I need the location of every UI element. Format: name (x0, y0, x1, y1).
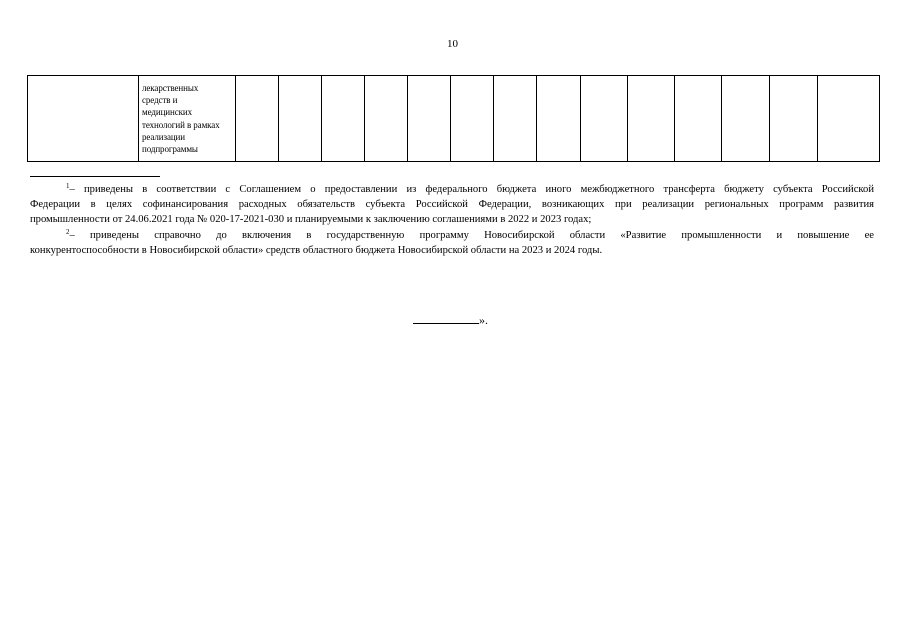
table-cell-empty (408, 76, 451, 162)
page-number: 10 (447, 38, 458, 50)
cell-text-line: подпрограммы (142, 144, 198, 155)
table-cell-empty (818, 76, 880, 162)
footnote-line: Федерации в целях софинансирования расходных обязательств субъекта Российской Федерации, возникающих при реализации региональных программ развития (30, 199, 874, 210)
table-cell-empty (675, 76, 722, 162)
table-row (28, 76, 880, 162)
footnote-line (30, 228, 874, 243)
footnote-text: – приведены справочно до включения в государственную программу Новосибирской области «Развитие промышленности и повышение ее (69, 230, 874, 241)
closing-quote: ». (479, 313, 488, 327)
footnote-marker: 2 (66, 228, 70, 236)
footnote-line (30, 182, 874, 197)
table-cell-description (139, 76, 236, 162)
continuation-table (27, 75, 880, 162)
table-cell-empty (451, 76, 494, 162)
table-cell-empty (28, 76, 139, 162)
cell-text-line: технологий в рамках (142, 119, 220, 130)
footnote-2 (30, 228, 874, 258)
cell-text-line: реализации (142, 131, 185, 142)
footnote-1 (30, 182, 874, 227)
footnote-line: конкурентоспособности в Новосибирской области» средств областного бюджета Новосибирской области на 2023 и 2024 годы. (30, 245, 603, 256)
footnote-marker: 1 (66, 182, 70, 190)
table-cell-empty (537, 76, 581, 162)
table-cell-empty (628, 76, 675, 162)
table-cell-empty (770, 76, 818, 162)
table-cell-empty (581, 76, 628, 162)
cell-text-line: лекарственных (142, 83, 199, 93)
footnote-separator (30, 176, 160, 177)
table-cell-empty (322, 76, 365, 162)
table-cell-empty (494, 76, 537, 162)
footnote-line: промышленности от 24.06.2021 года № 020-17-2021-030 и планируемыми к заключению соглашениями в 2022 и 2023 годах; (30, 214, 592, 225)
table-cell-empty (279, 76, 322, 162)
table-cell-empty (722, 76, 770, 162)
footnote-text: – приведены в соответствии с Соглашением о предоставлении из федерального бюджета иного межбюджетного трансферта бюджету субъекта Российской (69, 184, 874, 195)
closing-mark (413, 311, 488, 328)
cell-text-line: средств и (142, 95, 178, 106)
table-cell-empty (236, 76, 279, 162)
cell-text-line: медицинских (142, 107, 192, 118)
signature-blank-line (413, 311, 479, 324)
table-cell-empty (365, 76, 408, 162)
